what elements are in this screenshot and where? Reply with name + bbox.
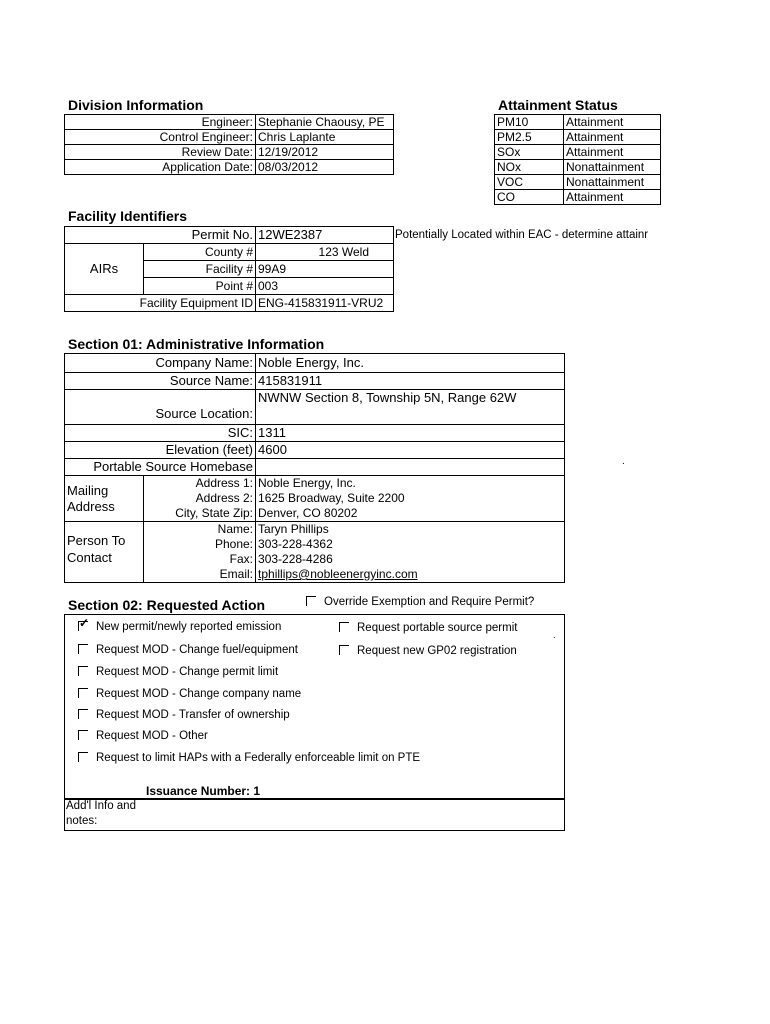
division-row-review-date [65, 145, 394, 160]
eac-note: Potentially Located within EAC - determine attainr [395, 229, 649, 241]
option-gp02-registration[interactable] [339, 645, 517, 657]
email-value[interactable]: tphillips@nobleenergyinc.com [258, 567, 418, 581]
attainment-value: Nonattainment [564, 160, 661, 175]
option-new-permit[interactable] [78, 616, 282, 633]
option-mod-other[interactable] [78, 730, 208, 742]
override-label: Override Exemption and Require Permit? [324, 596, 535, 608]
option-label: Request MOD - Change permit limit [96, 666, 279, 678]
pollutant-name: SOx [495, 145, 564, 160]
email-label: Email: [219, 567, 254, 581]
application-date-label: Application Date: [65, 160, 256, 175]
option-label: Request MOD - Change company name [96, 688, 302, 700]
fax-value: 303-228-4286 [258, 552, 333, 566]
source-location-row [65, 390, 565, 425]
issuance-number [146, 784, 260, 798]
option-label: Request portable source permit [357, 622, 518, 634]
section02-title: Section 02: Requested Action [68, 597, 266, 613]
checkbox-icon [78, 616, 90, 631]
review-date-value: 12/19/2012 [256, 145, 394, 160]
option-label: Request to limit HAPs with a Federally enforceable limit on PTE [96, 752, 421, 764]
phone-label: Phone: [214, 537, 254, 551]
pollutant-name: NOx [495, 160, 564, 175]
division-table [64, 114, 394, 175]
city-state-zip-value: Denver, CO 80202 [258, 506, 358, 520]
stray-dot: . [553, 630, 556, 640]
checkbox-icon [306, 596, 316, 606]
option-limit-haps[interactable] [78, 752, 420, 764]
permit-label: Permit No. [65, 227, 256, 244]
address2-label: Address 2: [195, 491, 254, 505]
checkbox-icon [78, 709, 88, 719]
facility-title: Facility Identifiers [68, 208, 188, 224]
source-location-label: Source Location: [65, 390, 256, 425]
option-portable-permit[interactable] [339, 622, 517, 634]
attainment-row [495, 130, 661, 145]
option-mod-company-name[interactable] [78, 688, 301, 700]
attainment-title: Attainment Status [498, 97, 618, 113]
division-row-application-date [65, 160, 394, 175]
option-label: Request new GP02 registration [357, 645, 517, 657]
pollutant-name: VOC [495, 175, 564, 190]
attainment-value: Attainment [564, 145, 661, 160]
point-label: Point # [144, 278, 256, 295]
name-value: Taryn Phillips [258, 522, 329, 536]
contact-row [65, 522, 565, 583]
option-label: Request MOD - Change fuel/equipment [96, 644, 298, 656]
portable-value [256, 459, 565, 476]
city-state-zip-label: City, State Zip: [175, 506, 254, 520]
pollutant-name: PM2.5 [495, 130, 564, 145]
section01-title: Section 01: Administrative Information [68, 336, 325, 352]
address1-value: Noble Energy, Inc. [258, 476, 356, 490]
requested-action-box [64, 614, 565, 800]
notes-label: Add'l Info and notes: [66, 800, 136, 827]
engineer-label: Engineer: [65, 115, 256, 130]
attainment-table [494, 114, 661, 205]
checkbox-icon [78, 730, 88, 740]
option-mod-transfer[interactable] [78, 709, 290, 721]
contact-label: Person To Contact [65, 522, 144, 583]
control-engineer-value: Chris Laplante [256, 130, 394, 145]
source-name-value: 415831911 [256, 373, 565, 390]
application-date-value: 08/03/2012 [256, 160, 394, 175]
phone-value: 303-228-4362 [258, 537, 333, 551]
attainment-value: Attainment [564, 130, 661, 145]
pollutant-name: CO [495, 190, 564, 205]
county-row [65, 244, 394, 261]
county-label: County # [144, 244, 256, 261]
equipment-id-value: ENG-415831911-VRU2 [256, 295, 394, 312]
review-date-label: Review Date: [65, 145, 256, 160]
source-name-label: Source Name: [65, 373, 256, 390]
mailing-address-label: Mailing Address [65, 476, 144, 522]
portable-label: Portable Source Homebase [65, 459, 256, 476]
checkmark-icon: ✓ [79, 616, 90, 630]
attainment-value: Attainment [564, 190, 661, 205]
pollutant-name: PM10 [495, 115, 564, 130]
attainment-row [495, 145, 661, 160]
permit-value: 12WE2387 [256, 227, 394, 244]
company-row [65, 354, 565, 373]
option-label: Request MOD - Other [96, 730, 208, 742]
option-label: New permit/newly reported emission [96, 621, 282, 633]
company-value: Noble Energy, Inc. [256, 354, 565, 373]
checkbox-icon [78, 666, 88, 676]
option-mod-fuel[interactable] [78, 644, 298, 656]
checkbox-icon [78, 752, 88, 762]
name-label: Name: [217, 522, 254, 536]
division-row-engineer [65, 115, 394, 130]
elevation-label: Elevation (feet) [65, 442, 256, 459]
permit-row [65, 227, 394, 244]
address1-label: Address 1: [195, 476, 254, 490]
attainment-value: Nonattainment [564, 175, 661, 190]
fax-label: Fax: [229, 552, 254, 566]
option-mod-permit-limit[interactable] [78, 666, 278, 678]
point-value: 003 [256, 278, 394, 295]
county-value: 123 Weld [256, 244, 394, 261]
option-label: Request MOD - Transfer of ownership [96, 709, 290, 721]
stray-dot: . [622, 456, 625, 467]
sic-row [65, 425, 565, 442]
checkbox-icon [339, 622, 349, 632]
airs-label: AIRs [65, 244, 144, 295]
engineer-value: Stephanie Chaousy, PE [256, 115, 394, 130]
facility-number-label: Facility # [144, 261, 256, 278]
division-title: Division Information [68, 97, 204, 113]
source-location-value: NWNW Section 8, Township 5N, Range 62W [256, 390, 565, 425]
facility-number-value: 99A9 [256, 261, 394, 278]
checkbox-icon [78, 688, 88, 698]
facility-table [64, 226, 394, 312]
attainment-value: Attainment [564, 115, 661, 130]
admin-table [64, 353, 565, 583]
equipment-id-label: Facility Equipment ID [65, 295, 256, 312]
attainment-row [495, 175, 661, 190]
sic-value: 1311 [256, 425, 565, 442]
mailing-address-row [65, 476, 565, 522]
elevation-row [65, 442, 565, 459]
division-row-control-engineer [65, 130, 394, 145]
issuance-value: 1 [253, 784, 261, 798]
control-engineer-label: Control Engineer: [65, 130, 256, 145]
company-label: Company Name: [65, 354, 256, 373]
attainment-row [495, 115, 661, 130]
checkbox-icon [78, 644, 88, 654]
elevation-value: 4600 [256, 442, 565, 459]
sic-label: SIC: [65, 425, 256, 442]
equipment-row [65, 295, 394, 312]
issuance-label: Issuance Number: [146, 784, 251, 798]
checkbox-icon [339, 645, 349, 655]
attainment-row [495, 190, 661, 205]
address2-value: 1625 Broadway, Suite 2200 [258, 491, 405, 505]
attainment-row [495, 160, 661, 175]
portable-row [65, 459, 565, 476]
override-checkbox[interactable] [306, 596, 534, 608]
source-name-row [65, 373, 565, 390]
